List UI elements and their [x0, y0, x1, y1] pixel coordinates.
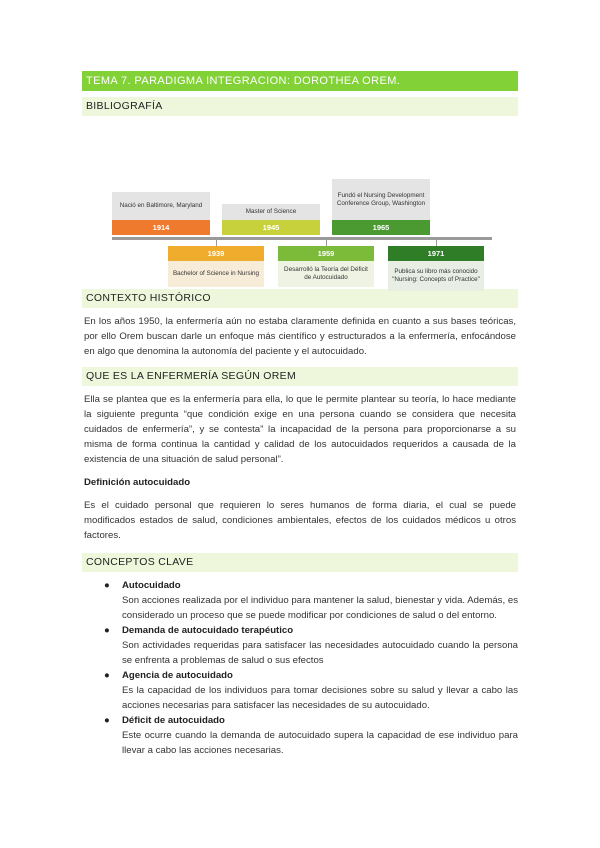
timeline-event-year: 1959 [278, 246, 374, 261]
timeline-event-year: 1939 [168, 246, 264, 261]
timeline-event-text: Bachelor of Science in Nursing [168, 261, 264, 287]
timeline-event-1914 [112, 192, 210, 235]
concept-text: Es la capacidad de los individuos para tomar decisiones sobre su salud y llevar a cabo las acciones necesarias para satisfacer las necesidades de su autocuidado. [122, 685, 518, 711]
timeline-event-year: 1965 [332, 220, 430, 235]
contexto-paragraph: En los años 1950, la enfermería aún no estaba claramente definida en cuanto a sus bases teóricas, por ello Orem buscan darle un enfoque más científico y estructurados a la enfermería, enfocándose en algo que denomina la autonomía del paciente y el autocuidado. [84, 316, 516, 357]
timeline-event-text: Fundó el Nursing Development Conference Group, Washington [332, 179, 430, 220]
timeline-event-year: 1914 [112, 220, 210, 235]
bullet-icon: ● [104, 670, 110, 681]
timeline-event-text: Master of Science [222, 204, 320, 220]
concept-title: Agencia de autocuidado [122, 670, 233, 681]
timeline-event-1959 [278, 246, 374, 287]
que-es-paragraph: Ella se plantea que es la enfermería para ella, lo que le permite plantear su teoría, lo hace mediante la siguiente pregunta “que condición exige en una persona cuando se considera que necesita cuidados de enfermería”, y se contesta” la incapacidad de la persona para proporcionarse a su misma de forma continua la cantidad y calidad de los autocuidados requeridos a causada de la existencia de una situación de salud personal”. [84, 394, 516, 465]
timeline-event-year: 1945 [222, 220, 320, 235]
definicion-heading: Definición autocuidado [84, 477, 191, 488]
concept-text: Son actividades requeridas para satisfacer las necesidades autocuidado cuando la persona se enfrenta a problemas de salud o sus efectos [122, 640, 518, 666]
concept-title: Autocuidado [122, 580, 181, 591]
list-item [82, 623, 518, 668]
list-item [82, 578, 518, 623]
bullet-icon: ● [104, 580, 110, 591]
timeline-event-1945 [222, 204, 320, 235]
list-item [82, 668, 518, 713]
biography-timeline [82, 138, 518, 283]
concepts-list [82, 578, 518, 758]
concept-title: Déficit de autocuidado [122, 715, 225, 726]
concept-title: Demanda de autocuidado terapéutico [122, 625, 294, 636]
document-page [82, 71, 518, 758]
concept-text: Este ocurre cuando la demanda de autocuidado supera la capacidad de ese individuo para llevar a cabo las acciones necesarias. [122, 730, 518, 756]
bullet-icon: ● [104, 715, 110, 726]
section-heading-contexto: CONTEXTO HISTÓRICO [82, 289, 518, 308]
section-heading-conceptos: CONCEPTOS CLAVE [82, 553, 518, 572]
timeline-event-1971 [388, 246, 484, 291]
timeline-event-1965 [332, 179, 430, 235]
document-title: TEMA 7. PARADIGMA INTEGRACION: DOROTHEA OREM. [82, 71, 518, 91]
timeline-event-text: Publica su libro más conocido "Nursing: Concepts of Practice" [388, 261, 484, 291]
definicion-paragraph: Es el cuidado personal que requieren lo seres humanos de forma diaria, el cual se puede modificados estados de salud, condiciones ambientales, efectos de los cuidados médicos u otros factores. [84, 500, 516, 541]
timeline-event-text: Nació en Baltimore, Maryland [112, 192, 210, 220]
list-item [82, 713, 518, 758]
section-heading-bibliografia: BIBLIOGRAFÍA [82, 97, 518, 116]
section-heading-que-es: QUE ES LA ENFERMERÍA SEGÚN OREM [82, 367, 518, 386]
timeline-event-1939 [168, 246, 264, 287]
concept-text: Son acciones realizada por el individuo para mantener la salud, bienestar y vida. Además, es considerado un proceso que se puede modificar por condiciones de salud o del entorno. [122, 595, 518, 621]
timeline-event-year: 1971 [388, 246, 484, 261]
bullet-icon: ● [104, 625, 110, 636]
timeline-event-text: Desarrolló la Teoría del Déficit de Autocuidado [278, 261, 374, 287]
timeline-axis [112, 237, 492, 240]
